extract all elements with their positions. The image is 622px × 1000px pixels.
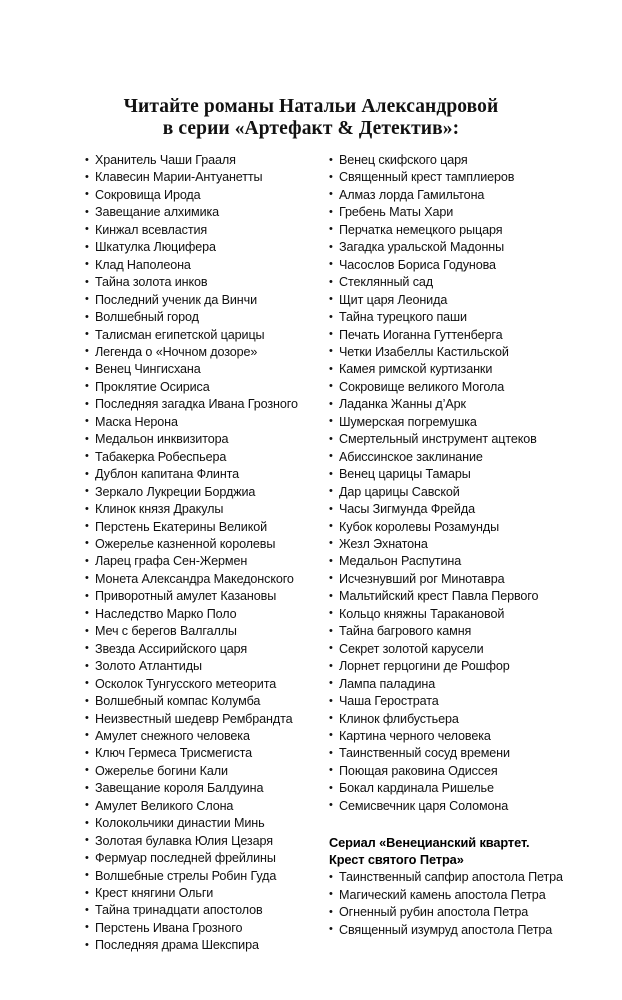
book-list-item: • Приворотный амулет Казановы bbox=[85, 588, 323, 605]
book-list-item: • Табакерка Робеспьера bbox=[85, 449, 323, 466]
book-list-item: • Гребень Маты Хари bbox=[329, 204, 577, 221]
book-list-item: • Колокольчики династии Минь bbox=[85, 815, 323, 832]
page-title bbox=[0, 96, 622, 140]
book-list-item: • Клавесин Марии-Антуанетты bbox=[85, 169, 323, 186]
title-line-2: в серии «Артефакт & Детектив»: bbox=[162, 118, 460, 139]
book-list-item: • Перстень Екатерины Великой bbox=[85, 519, 323, 536]
book-list-item: • Легенда о «Ночном дозоре» bbox=[85, 344, 323, 361]
book-list-item: • Абиссинское заклинание bbox=[329, 449, 577, 466]
book-list-item: • Медальон инквизитора bbox=[85, 431, 323, 448]
book-list-item: • Тайна тринадцати апостолов bbox=[85, 902, 323, 919]
left-book-list bbox=[85, 152, 323, 955]
book-list-item: • Наследство Марко Поло bbox=[85, 606, 323, 623]
book-list-item: • Лорнет герцогини де Рошфор bbox=[329, 658, 577, 675]
book-list-item: • Клинок флибустьера bbox=[329, 711, 577, 728]
book-list-item: • Мальтийский крест Павла Первого bbox=[329, 588, 577, 605]
title-line-1: Читайте романы Натальи Александровой bbox=[123, 96, 499, 117]
book-list-item: • Кинжал всевластия bbox=[85, 222, 323, 239]
book-list-item: • Ключ Гермеса Трисмегиста bbox=[85, 745, 323, 762]
book-list-item: • Волшебный компас Колумба bbox=[85, 693, 323, 710]
book-list-item: • Амулет Великого Слона bbox=[85, 798, 323, 815]
book-list-item: • Таинственный сосуд времени bbox=[329, 745, 577, 762]
book-list-item: • Картина черного человека bbox=[329, 728, 577, 745]
book-list-item: • Стеклянный сад bbox=[329, 274, 577, 291]
book-list-item: • Сокровища Ирода bbox=[85, 187, 323, 204]
book-list-item: • Лампа паладина bbox=[329, 676, 577, 693]
book-list-item: • Чаша Герострата bbox=[329, 693, 577, 710]
book-list-item: • Священный крест тамплиеров bbox=[329, 169, 577, 186]
book-list-item: • Медальон Распутина bbox=[329, 553, 577, 570]
book-list-item: • Тайна золота инков bbox=[85, 274, 323, 291]
book-list-item: • Проклятие Осириса bbox=[85, 379, 323, 396]
book-list-item: • Ожерелье богини Кали bbox=[85, 763, 323, 780]
book-list-item: • Венец скифского царя bbox=[329, 152, 577, 169]
book-list-item: • Маска Нерона bbox=[85, 414, 323, 431]
book-list-item: • Дублон капитана Флинта bbox=[85, 466, 323, 483]
book-list-item: • Золото Атлантиды bbox=[85, 658, 323, 675]
serial-list-item: • Священный изумруд апостола Петра bbox=[329, 922, 577, 939]
serial-heading-line-2: Крест святого Петра» bbox=[329, 851, 464, 867]
book-list-item: • Зеркало Лукреции Борджиа bbox=[85, 484, 323, 501]
book-list-item: • Кубок королевы Розамунды bbox=[329, 519, 577, 536]
right-column bbox=[329, 152, 577, 939]
serial-book-list bbox=[329, 869, 577, 939]
book-list-item: • Тайна турецкого паши bbox=[329, 309, 577, 326]
left-column bbox=[85, 152, 323, 955]
book-list-item: • Камея римской куртизанки bbox=[329, 361, 577, 378]
book-list-item: • Волшебные стрелы Робин Гуда bbox=[85, 868, 323, 885]
book-list-item: • Венец Чингисхана bbox=[85, 361, 323, 378]
book-list-item: • Тайна багрового камня bbox=[329, 623, 577, 640]
book-list-item: • Дар царицы Савской bbox=[329, 484, 577, 501]
book-list-item: • Меч с берегов Валгаллы bbox=[85, 623, 323, 640]
book-list-item: • Алмаз лорда Гамильтона bbox=[329, 187, 577, 204]
serial-list-item: • Огненный рубин апостола Петра bbox=[329, 904, 577, 921]
serial-section bbox=[329, 835, 577, 939]
book-list-item: • Завещание короля Балдуина bbox=[85, 780, 323, 797]
serial-list-item: • Магический камень апостола Петра bbox=[329, 887, 577, 904]
book-list-item: • Перстень Ивана Грозного bbox=[85, 920, 323, 937]
right-book-list bbox=[329, 152, 577, 815]
book-list-item: • Четки Изабеллы Кастильской bbox=[329, 344, 577, 361]
book-list-item: • Клинок князя Дракулы bbox=[85, 501, 323, 518]
serial-list-item: • Таинственный сапфир апостола Петра bbox=[329, 869, 577, 886]
book-list-item: • Неизвестный шедевр Рембрандта bbox=[85, 711, 323, 728]
book-list-item: • Кольцо княжны Таракановой bbox=[329, 606, 577, 623]
book-list-item: • Клад Наполеона bbox=[85, 257, 323, 274]
book-list-item: • Амулет снежного человека bbox=[85, 728, 323, 745]
book-list-item: • Перчатка немецкого рыцаря bbox=[329, 222, 577, 239]
book-list-item: • Шкатулка Люцифера bbox=[85, 239, 323, 256]
book-list-item: • Бокал кардинала Ришелье bbox=[329, 780, 577, 797]
book-list-item: • Звезда Ассирийского царя bbox=[85, 641, 323, 658]
book-list-item: • Хранитель Чаши Грааля bbox=[85, 152, 323, 169]
book-list-item: • Осколок Тунгусского метеорита bbox=[85, 676, 323, 693]
book-list-item: • Смертельный инструмент ацтеков bbox=[329, 431, 577, 448]
book-list-item: • Сокровище великого Могола bbox=[329, 379, 577, 396]
book-list-item: • Щит царя Леонида bbox=[329, 292, 577, 309]
book-list-item: • Секрет золотой карусели bbox=[329, 641, 577, 658]
book-list-item: • Ладанка Жанны д’Арк bbox=[329, 396, 577, 413]
book-list-item: • Шумерская погремушка bbox=[329, 414, 577, 431]
book-list-item: • Талисман египетской царицы bbox=[85, 327, 323, 344]
book-list-item: • Золотая булавка Юлия Цезаря bbox=[85, 833, 323, 850]
book-list-item: • Последняя драма Шекспира bbox=[85, 937, 323, 954]
book-list-item: • Поющая раковина Одиссея bbox=[329, 763, 577, 780]
book-list-item: • Часослов Бориса Годунова bbox=[329, 257, 577, 274]
book-list-item: • Семисвечник царя Соломона bbox=[329, 798, 577, 815]
book-list-item: • Последняя загадка Ивана Грозного bbox=[85, 396, 323, 413]
serial-heading-line-1: Сериал «Венецианский квартет. bbox=[329, 835, 530, 851]
book-list-item: • Жезл Эхнатона bbox=[329, 536, 577, 553]
book-list-item: • Завещание алхимика bbox=[85, 204, 323, 221]
book-list-item: • Монета Александра Македонского bbox=[85, 571, 323, 588]
book-list-item: • Последний ученик да Винчи bbox=[85, 292, 323, 309]
book-list-item: • Исчезнувший рог Минотавра bbox=[329, 571, 577, 588]
book-list-item: • Печать Иоганна Гуттенберга bbox=[329, 327, 577, 344]
book-list-item: • Фермуар последней фрейлины bbox=[85, 850, 323, 867]
book-list-item: • Часы Зигмунда Фрейда bbox=[329, 501, 577, 518]
book-list-item: • Волшебный город bbox=[85, 309, 323, 326]
book-list-item: • Венец царицы Тамары bbox=[329, 466, 577, 483]
book-list-item: • Загадка уральской Мадонны bbox=[329, 239, 577, 256]
book-list-item: • Крест княгини Ольги bbox=[85, 885, 323, 902]
book-list-item: • Ларец графа Сен-Жермен bbox=[85, 553, 323, 570]
book-list-item: • Ожерелье казненной королевы bbox=[85, 536, 323, 553]
